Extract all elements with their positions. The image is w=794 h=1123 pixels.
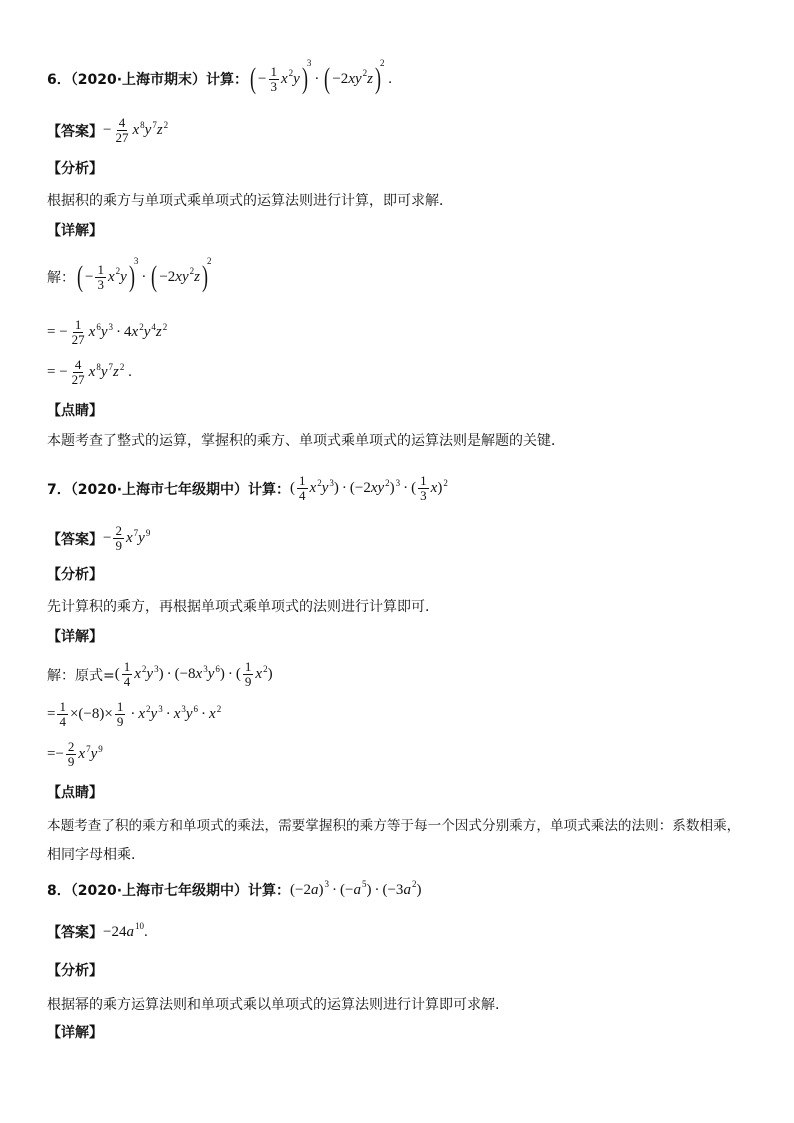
- q7-expression: ( $\frac{1}{4}$ x $^2$ y $^3$ ) · (−2 xy $^2$ ) $^3$ · ( $\frac{1}{3}$ x ) $^2$: [290, 473, 448, 503]
- q6-statement: [47, 58, 392, 95]
- q6-expression: ( − $\frac{1}{3}$ x $^2$ y ) 3 · ( −2 xy $^2$ z ) 2 .: [250, 58, 392, 95]
- q7-analysis-text: 先计算积的乘方，再根据单项式乘单项式的法则进行计算即可.: [47, 599, 430, 615]
- q7-solution-step-2: = $\frac{1}{4}$ ×(−8)× $\frac{1}{9}$ · x $^2$ y $^3$ · x $^3$ y $^6$ · x $^2$: [47, 699, 222, 729]
- q8-label: 8．（2020·上海市七年级期中）计算：: [47, 883, 291, 899]
- q6-detail-heading: 【详解】: [47, 223, 103, 239]
- q7-solution-step-3: =− $\frac{2}{9}$ x $^7$ y $^9$: [47, 739, 103, 769]
- q7-analysis-heading: 【分析】: [47, 567, 103, 583]
- q6-answer-tag: 【答案】: [47, 123, 103, 140]
- q6-label: 6．（2020·上海市期末）计算：: [47, 72, 249, 88]
- q8-answer: 【答案】 −24 a $^{10}$ .: [47, 921, 148, 941]
- q6-comment-text: 本题考查了整式的运算，掌握积的乘方、单项式乘单项式的运算法则是解题的关键．: [47, 433, 565, 449]
- q7-statement: [47, 474, 448, 503]
- q7-detail-heading: 【详解】: [47, 629, 103, 645]
- q7-answer: 【答案】 − $\frac{2}{9}$ x $^7$ y $^9$: [47, 523, 151, 553]
- q8-statement: [47, 880, 421, 900]
- q7-comment-text-1: 本题考查了积的乘方和单项式的乘法，需要掌握积的乘方等于每一个因式分别乘方，单项式乘法的法则：系数相乘，: [47, 818, 741, 834]
- q8-analysis-text: 根据幂的乘方运算法则和单项式乘以单项式的运算法则进行计算即可求解.: [47, 997, 500, 1013]
- q6-comment-heading: 【点睛】: [47, 403, 103, 419]
- q6-solution-step-3: = − $\frac{4}{27}$ x $^8$ y $^7$ z $^2$ .: [47, 357, 132, 387]
- q6-solution-step-1: 解： ( − $\frac{1}{3}$ x $^2$ y ) 3 · ( −2 xy $^2$ z ) 2: [47, 256, 212, 293]
- q6-analysis-text: 根据积的乘方与单项式乘单项式的运算法则进行计算，即可求解．: [47, 193, 453, 209]
- q6-solution-step-2: = − $\frac{1}{27}$ x $^6$ y $^3$ · 4 x $^2$ y $^4$ z $^2$: [47, 317, 168, 347]
- q8-expression: (−2 a ) $^3$ · (− a $^5$ ) · (−3 a $^2$ ): [290, 879, 422, 898]
- q8-detail-heading: 【详解】: [47, 1025, 103, 1041]
- q6-analysis-heading: 【分析】: [47, 161, 103, 177]
- q7-comment-heading: 【点睛】: [47, 785, 103, 801]
- q6-answer: 【答案】 − $\frac{4}{27}$ x $^8$ y $^7$ z $^2$: [47, 115, 169, 145]
- q7-comment-text-2: 相同字母相乘.: [47, 847, 136, 863]
- q7-solution-step-1: 解：原式= ( $\frac{1}{4}$ x $^2$ y $^3$ ) · (−8 x $^3$ y $^6$ ) · ( $\frac{1}{9}$ x $^2$ ): [47, 659, 273, 689]
- q8-analysis-heading: 【分析】: [47, 963, 103, 979]
- q7-label: 7．（2020·上海市七年级期中）计算：: [47, 481, 291, 498]
